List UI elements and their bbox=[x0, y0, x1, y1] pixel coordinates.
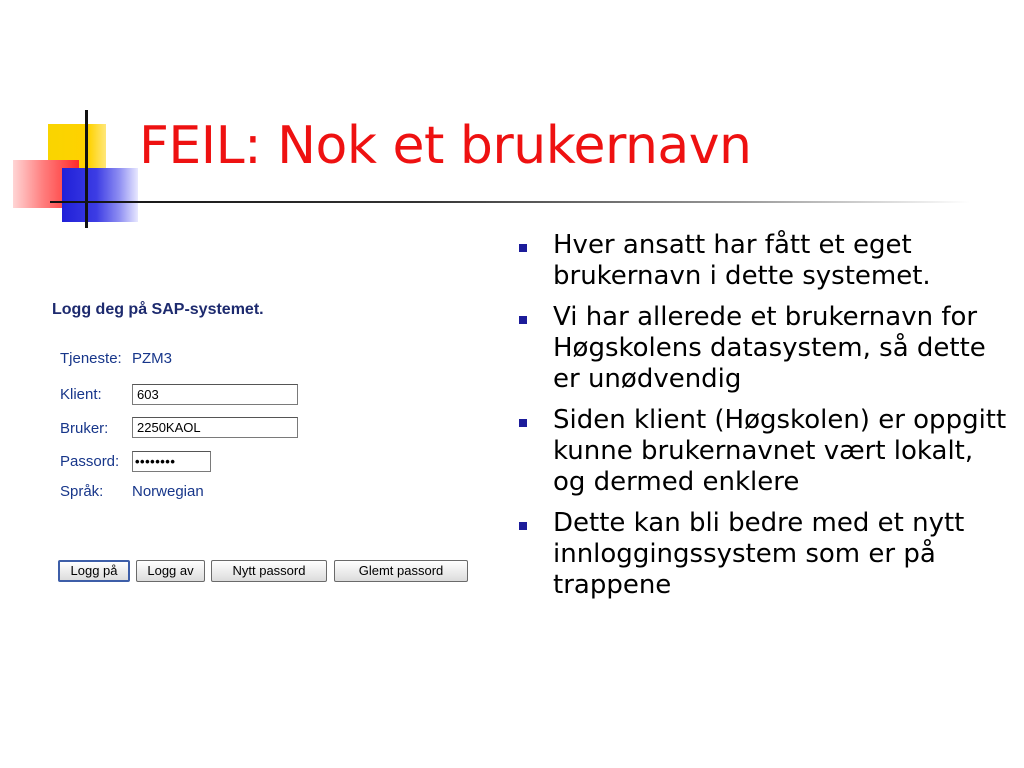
decor-vertical-line bbox=[85, 110, 88, 228]
language-label: Språk: bbox=[60, 483, 104, 500]
language-value: Norwegian bbox=[132, 483, 204, 500]
user-input[interactable]: 2250KAOL bbox=[132, 417, 298, 438]
password-input[interactable]: •••••••• bbox=[132, 451, 211, 472]
service-value: PZM3 bbox=[132, 350, 173, 367]
bullet-item bbox=[515, 405, 1010, 498]
password-label: Passord: bbox=[60, 453, 120, 470]
bullet-square-icon bbox=[519, 244, 527, 252]
slide-title: FEIL: Nok et brukernavn bbox=[139, 116, 752, 176]
bullet-text: Vi har allerede et brukernavn for Høgskolens datasystem, så dette er unødvendig bbox=[553, 302, 986, 394]
bullet-text: Hver ansatt har fått et eget brukernavn i dette systemet. bbox=[553, 230, 931, 291]
bullet-square-icon bbox=[519, 419, 527, 427]
bullet-item bbox=[515, 508, 1010, 601]
bullet-item bbox=[515, 302, 1010, 395]
new-password-button[interactable]: Nytt passord bbox=[211, 560, 327, 582]
user-label: Bruker: bbox=[60, 420, 109, 437]
bullet-square-icon bbox=[519, 522, 527, 530]
client-label: Klient: bbox=[60, 386, 102, 403]
service-label: Tjeneste: bbox=[60, 350, 122, 367]
bullet-item bbox=[515, 230, 1010, 292]
forgot-password-button[interactable]: Glemt passord bbox=[334, 560, 468, 582]
bullet-list bbox=[515, 230, 1010, 611]
client-input[interactable]: 603 bbox=[132, 384, 298, 405]
title-underline bbox=[50, 201, 970, 203]
sap-login-screenshot bbox=[48, 295, 488, 595]
decor-blue-square bbox=[62, 168, 138, 222]
bullet-square-icon bbox=[519, 316, 527, 324]
bullet-text: Dette kan bli bedre med et nytt innloggingssystem som er på trappene bbox=[553, 508, 965, 600]
bullet-text: Siden klient (Høgskolen) er oppgitt kunne brukernavnet vært lokalt, og dermed enklere bbox=[553, 405, 1007, 497]
login-button[interactable]: Logg på bbox=[58, 560, 130, 582]
sap-login-heading: Logg deg på SAP-systemet. bbox=[52, 301, 264, 318]
logout-button[interactable]: Logg av bbox=[136, 560, 205, 582]
